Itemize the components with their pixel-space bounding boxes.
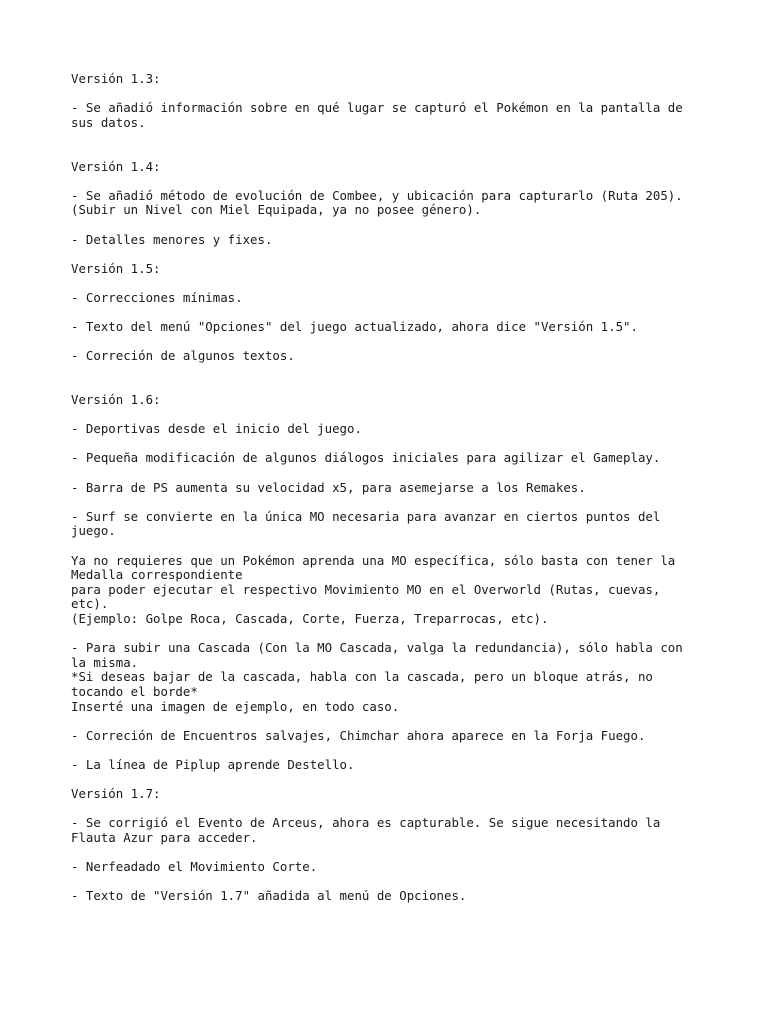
blank-line [71,87,701,102]
version-heading: Versión 1.5: [71,260,161,276]
blank-line [71,845,701,860]
changelog-item: - Pequeña modificación de algunos diálogos iniciales para agilizar el Gameplay. [71,450,661,466]
text-line: (Ejemplo: Golpe Roca, Cascada, Corte, Fuerza, Treparrocas, etc). [71,610,549,626]
blank-line [71,378,701,393]
changelog-item: - Para subir una Cascada (Con la MO Cascada, valga la redundancia), sólo habla con [71,640,683,656]
changelog-item: - Correción de algunos textos. [71,348,295,364]
version-heading: Versión 1.6: [71,392,161,408]
changelog-item: - Detalles menores y fixes. [71,231,273,247]
text-line: Flauta Azur para acceder. [71,829,258,845]
changelog-item: - La línea de Piplup aprende Destello. [71,756,355,772]
blank-line [71,714,701,729]
text-line: (Subir un Nivel con Miel Equipada, ya no posee género). [71,202,482,218]
blank-line [71,875,701,890]
changelog-item: - Nerfeadado el Movimiento Corte. [71,859,318,875]
version-heading: Versión 1.3: [71,71,161,86]
blank-line [71,466,701,481]
text-line: etc). [71,596,109,612]
text-line: juego. [71,523,116,539]
blank-line [71,335,701,350]
blank-line [71,627,701,642]
version-heading: Versión 1.7: [71,786,161,802]
changelog-item: - Surf se convierte en la única MO necesaria para avanzar en ciertos puntos del [71,508,661,524]
blank-line [71,773,701,788]
text-line: *Si deseas bajar de la cascada, habla con la cascada, pero un bloque atrás, no [71,669,653,685]
text-line: para poder ejecutar el respectivo Movimiento MO en el Overworld (Rutas, cuevas, [71,581,661,597]
changelog-item: - Deportivas desde el inicio del juego. [71,421,362,437]
changelog-text [71,72,701,904]
changelog-item: - Se añadió información sobre en qué lugar se capturó el Pokémon en la pantalla de [71,100,683,116]
changelog-item: - Texto del menú "Opciones" del juego actualizado, ahora dice "Versión 1.5". [71,319,638,335]
changelog-item: - Barra de PS aumenta su velocidad x5, para asemejarse a los Remakes. [71,479,586,495]
text-line: tocando el borde* [71,683,198,699]
blank-line [71,130,701,145]
changelog-item: - Se añadió método de evolución de Combee, y ubicación para capturarlo (Ruta 205). [71,187,683,203]
blank-line [71,364,701,379]
blank-line [71,539,701,554]
blank-line [71,437,701,452]
changelog-item: - Correcciones mínimas. [71,289,243,305]
changelog-item: - Texto de "Versión 1.7" añadida al menú de Opciones. [71,888,467,904]
blank-line [71,408,701,423]
blank-line [71,802,701,817]
changelog-item: - Se corrigió el Evento de Arceus, ahora es capturable. Se sigue necesitando la [71,815,661,831]
text-line: sus datos. [71,114,146,130]
blank-line [71,218,701,233]
text-line: Ya no requieres que un Pokémon aprenda una MO específica, sólo basta con tener la [71,552,676,568]
blank-line [71,495,701,510]
blank-line [71,145,701,160]
blank-line [71,306,701,321]
text-line: la misma. [71,654,139,670]
text-line: Medalla correspondiente [71,567,243,583]
blank-line [71,743,701,758]
text-line: Inserté una imagen de ejemplo, en todo caso. [71,698,400,714]
blank-line [71,247,701,262]
blank-line [71,174,701,189]
changelog-item: - Correción de Encuentros salvajes, Chimchar ahora aparece en la Forja Fuego. [71,727,646,743]
version-heading: Versión 1.4: [71,158,161,174]
blank-line [71,276,701,291]
